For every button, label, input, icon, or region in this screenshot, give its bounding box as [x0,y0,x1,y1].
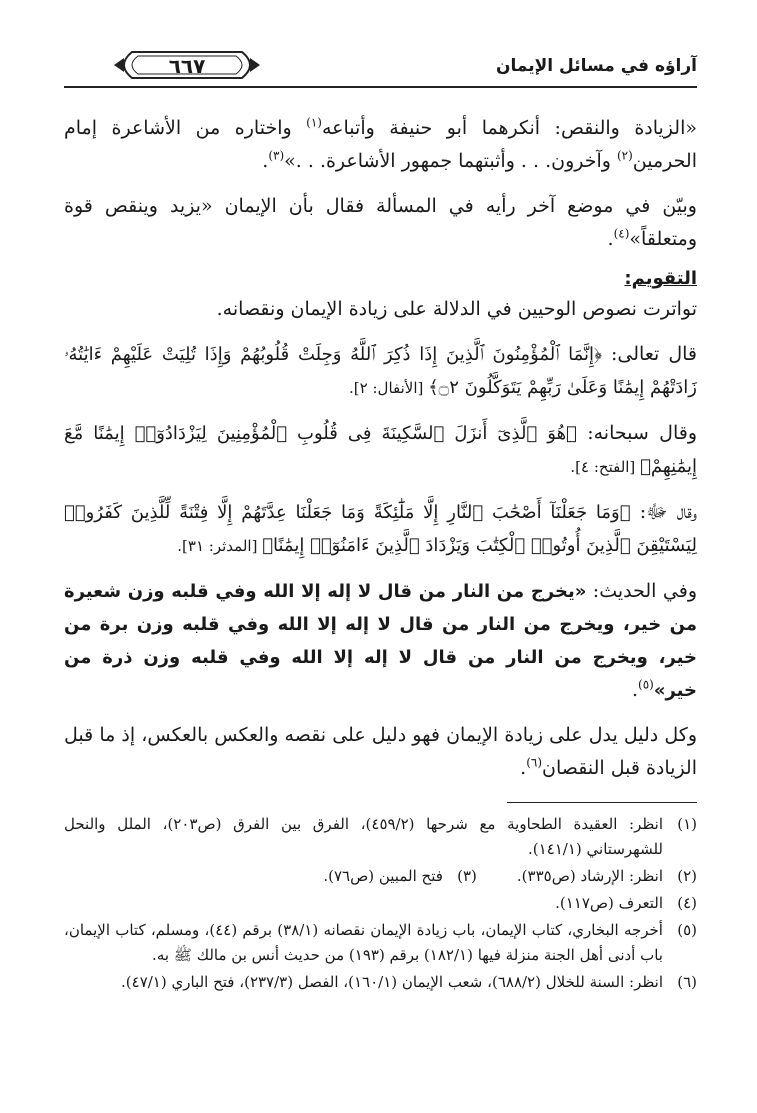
verse-citation: [الفتح: ٤]. [570,458,641,476]
page-header [64,46,697,86]
paragraph-quran-anfal [64,338,697,405]
header-rule [64,86,697,88]
footnote-ref[interactable]: (٦) [526,755,543,770]
text-span: قال تعالى: [601,343,697,365]
text-span: إمام الحرمين [64,117,697,172]
footnote-ref[interactable]: (٢) [616,148,633,163]
text-span: . [607,228,614,250]
footnote-row [64,864,697,891]
main-text [64,112,697,797]
text-span: . [631,679,639,701]
footnote-text: انظر: العقيدة الطحاوية مع شرحها (٤٥٩/٢)، الفرق بين الفرق (ص٢٠٣)، الملل والنحل للشهرستاني (١٤١/١). [64,815,663,858]
page-number-ornament [112,48,262,82]
footnote-number: (٤) [677,894,697,912]
text-span: . [262,150,269,172]
verse-citation: [الأنفال: ٢]. [349,379,429,397]
running-title: آراؤه في مسائل الإيمان [495,56,697,76]
footnote-item [517,864,697,889]
paragraph-quote [64,112,697,178]
text-span: واختاره من الأشاعرة [111,117,307,139]
footnote-number: (٥) [677,921,697,939]
paragraph-evaluation: تواترت نصوص الوحيين في الدلالة على زيادة الإيمان ونقصانه. [216,298,697,320]
paragraph-opinion [64,190,697,256]
footnote-text: أخرجه البخاري، كتاب الإيمان، باب زيادة الإيمان نقصانه (٣٨/١) برقم (٤٤)، ومسلم، كتاب الإيمان، باب أدنى أهل الجنة منزلة فيها (١٨٢/١) برقم (١٩٣) من حديث أنس بن مالك ﷺ به. [64,921,663,964]
paragraph-quran-muddaththir [64,496,697,563]
footnote-text: انظر: السنة للخلال (٦٨٨/٢)، شعب الإيمان (١٦٠/١)، الفصل (٢٣٧/٣)، فتح الباري (٤٧/١). [121,973,663,991]
footnote-text: التعرف (ص١١٧). [555,894,663,912]
text-span: «الزيادة والنقص: أنكرهما أبو حنيفة وأتباعه [321,117,697,139]
footnote-number: (٣) [457,867,477,885]
footnote-separator [507,802,697,803]
footnote-item [64,970,697,995]
footnote-item [64,918,697,968]
quran-verse: ﴿وَمَا جَعَلْنَآ أَصْحَٰبَ ٱلنَّارِ إِلَّا مَلَٰٓئِكَةً وَمَا جَعَلْنَا عِدَّتَهُمْ إِلَّا فِتْنَةً لِّلَّذِينَ كَفَرُوا۟ لِيَسْتَيْقِنَ ٱلَّذِينَ أُوتُوا۟ ٱلْكِتَٰبَ وَيَزْدَادَ ٱلَّذِينَ ءَامَنُوٓا۟ إِيمَٰنًا﴾ [64,502,697,556]
page-number: ٦٦٧ [168,54,206,78]
text-span: . [520,757,527,779]
paragraph-quran-fath [64,417,697,484]
paragraph-conclusion [64,719,697,785]
text-span: وقال ﷻ: [630,501,697,523]
footnote-number: (١) [677,815,697,833]
footnote-number: (٢) [677,867,697,885]
quran-verse: ﴿إِنَّمَا ٱلْمُؤْمِنُونَ ٱلَّذِينَ إِذَا ذُكِرَ ٱللَّهُ وَجِلَتْ قُلُوبُهُمْ وَإِذَا تُلِيَتْ عَلَيْهِمْ ءَايَٰتُهُۥ زَادَتْهُمْ إِيمَٰنًا وَعَلَىٰ رَبِّهِمْ يَتَوَكَّلُونَ ۝٢﴾ [64,344,697,398]
footnote-item [64,812,697,862]
footnote-number: (٦) [677,973,697,991]
footnote-item [323,864,477,889]
footnote-ref[interactable]: (٤) [613,226,630,241]
hadith-text: «يخرج من النار من قال لا إله إلا الله وفي قلبه وزن شعيرة من خير، ويخرج من النار من قال لا إله إلا الله وفي قلبه وزن برة من خير، ويخرج من النار من قال لا إله إلا الله وفي قلبه وزن ذرة من خير» [64,581,697,701]
footnote-item [64,891,697,916]
quran-verse: ﴿هُوَ ٱلَّذِىٓ أَنزَلَ ٱلسَّكِينَةَ فِى قُلُوبِ ٱلْمُؤْمِنِينَ لِيَزْدَادُوٓا۟ إِيمَٰنًا مَّعَ إِيمَٰنِهِمْ﴾ [64,423,697,477]
paragraph-hadith [64,575,697,707]
text-span: وآخرون. . . وأثبتهما جمهور الأشاعرة. . .» [284,150,617,172]
verse-citation: [المدثر: ٣١]. [177,537,263,555]
footnote-ref[interactable]: (٣) [268,148,285,163]
text-span: وقال سبحانه: [576,422,698,444]
footnote-text: فتح المبين (ص٧٦). [323,867,443,885]
section-heading: التقويم: [624,268,697,289]
text-span: وفي الحديث: [586,580,697,602]
footnote-text: انظر: الإرشاد (ص٣٣٥). [516,867,663,885]
footnotes [64,812,697,997]
footnote-ref[interactable]: (٥) [638,677,654,692]
footnote-ref[interactable]: (١) [306,115,322,130]
text-span: وكل دليل يدل على زيادة الإيمان فهو دليل على نقصه والعكس بالعكس، إذ ما قبل الزيادة قبل النقصان [64,724,697,779]
text-span: وبيّن في موضع آخر رأيه في المسألة فقال بأن الإيمان «يزيد وينقص قوة ومتعلقاً» [64,195,697,250]
